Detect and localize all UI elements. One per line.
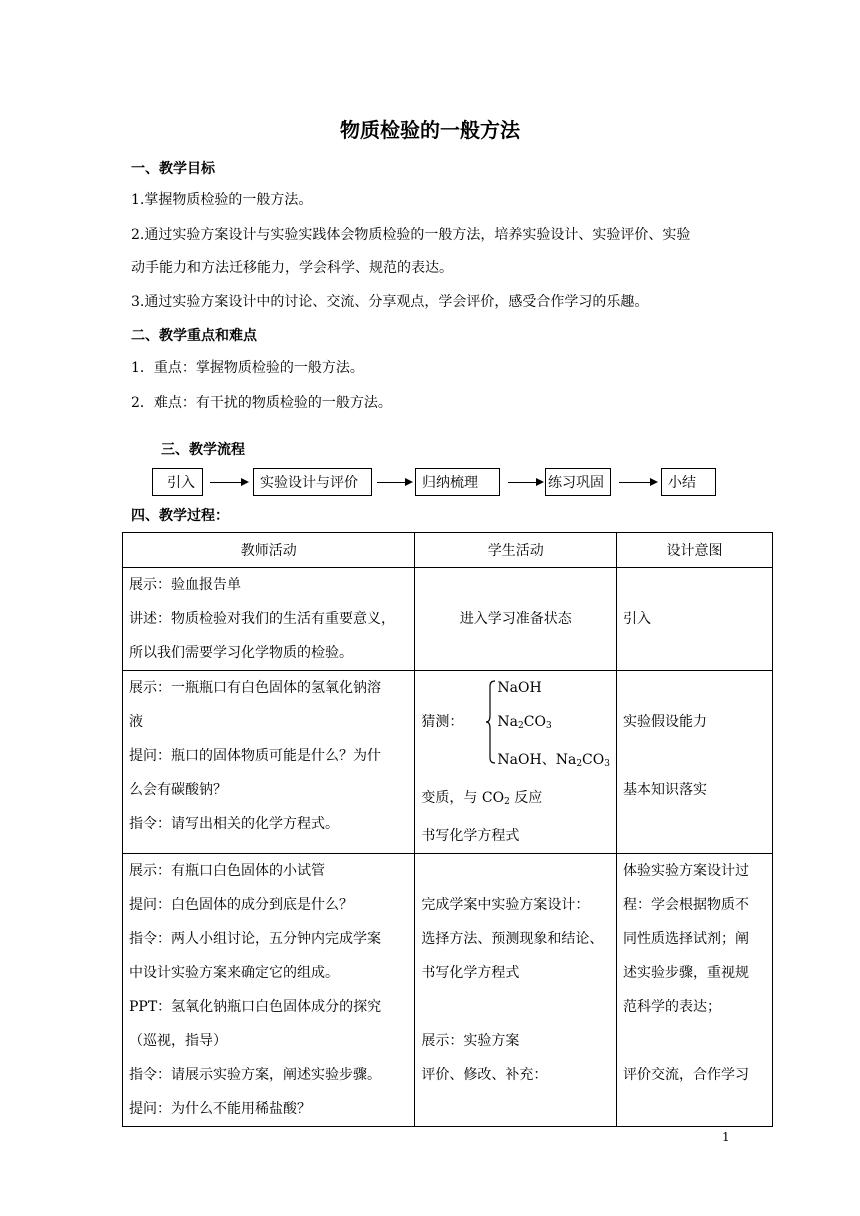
intent-line: 述实验步骤，重视规: [622, 965, 749, 981]
objective-3: 3.通过实验方案设计中的讨论、交流、分享观点，学会评价，感受合作学习的乐趣。: [131, 294, 649, 310]
intent-line: 评价交流，合作学习: [622, 1067, 749, 1083]
intent-cell: [616, 854, 772, 1127]
intent-line: 范科学的表达；: [622, 999, 721, 1015]
guess-row: [421, 705, 610, 743]
student-line: 选择方法、预测现象和结论、: [421, 931, 604, 947]
student-cell: [415, 568, 617, 671]
teacher-cell: [123, 568, 415, 671]
student-line: 书写化学方程式: [421, 965, 520, 981]
teacher-line: 指令：请展示实验方案，阐述实验步骤。: [129, 1067, 381, 1083]
flow-arrow: [619, 482, 656, 483]
intent-line: 同性质选择试剂；阐: [622, 931, 749, 947]
section-heading-keypoints: 二、教学重点和难点: [131, 328, 257, 344]
teacher-line: （巡视，指导）: [129, 1033, 227, 1049]
guess-option-na2co3: $Na_2CO_3$: [497, 714, 552, 731]
teacher-cell: [123, 854, 415, 1127]
teacher-line: 提问：瓶口的固体物质可能是什么？为什: [129, 748, 381, 764]
curly-brace: [486, 680, 496, 764]
student-line: 评价、修改、补充：: [421, 1067, 548, 1083]
teacher-line: 提问：白色固体的成分到底是什么？: [129, 897, 353, 913]
teacher-line: 所以我们需要学习化学物质的检验。: [129, 645, 353, 661]
student-line: 完成学案中实验方案设计：: [421, 897, 590, 913]
section-heading-objectives: 一、教学目标: [131, 161, 215, 177]
student-cell: [415, 671, 617, 854]
table-row: [123, 854, 773, 1127]
page-number: 1: [722, 1130, 730, 1144]
page-title: 物质检验的一般方法: [340, 118, 520, 142]
flow-step-summary: 归纳梳理: [415, 468, 500, 496]
header-student: 学生活动: [415, 533, 617, 568]
teacher-line: 讲述：物质检验对我们的生活有重要意义，: [129, 611, 395, 627]
intent-cell: [616, 671, 772, 854]
teacher-line: 展示：一瓶瓶口有白色固体的氢氧化钠溶: [129, 680, 381, 696]
table-header-row: [123, 533, 773, 568]
process-table: [122, 532, 773, 1127]
objective-2: 2.通过实验方案设计与实验实践体会物质检验的一般方法，培养实验设计、实验评价、实验: [131, 227, 691, 243]
teacher-line: 提问：为什么不能用稀盐酸？: [129, 1101, 311, 1117]
section-heading-flow: 三、教学流程: [161, 442, 245, 458]
objective-2-cont: 动手能力和方法迁移能力，学会科学、规范的表达。: [131, 260, 453, 276]
flow-arrow: [377, 482, 411, 483]
teacher-line: 指令：请写出相关的化学方程式。: [129, 816, 339, 832]
flow-step-conclusion: 小结: [661, 468, 716, 496]
intent-line: 体验实验方案设计过: [622, 863, 749, 879]
objective-1: 1.掌握物质检验的一般方法。: [131, 192, 313, 208]
keypoint-2: 2．难点：有干扰的物质检验的一般方法。: [131, 395, 392, 411]
intent-line: 基本知识落实: [622, 782, 707, 798]
table-row: [123, 671, 773, 854]
teacher-line: PPT：氢氧化钠瓶口白色固体成分的探究: [129, 999, 382, 1015]
flow-arrow: [210, 482, 247, 483]
teacher-cell: [123, 671, 415, 854]
student-line: 书写化学方程式: [421, 828, 520, 844]
intent-line: 程：学会根据物质不: [622, 897, 749, 913]
flow-step-intro: 引入: [152, 468, 203, 496]
guess-option-mixed: NaOH、$Na_2CO_3$: [497, 752, 610, 769]
teacher-line: 液: [129, 714, 143, 730]
teacher-line: 么会有碳酸钠？: [129, 782, 227, 798]
flow-step-design: 实验设计与评价: [253, 468, 372, 496]
intent-line: 引入: [622, 611, 651, 627]
student-cell: [415, 854, 617, 1127]
teacher-line: 展示：验血报告单: [129, 577, 241, 593]
guess-option-naoh: NaOH: [497, 680, 542, 696]
student-line: 变质，与 $CO_2$ 反应: [421, 790, 543, 807]
intent-cell: [616, 568, 772, 671]
intent-line: 实验假设能力: [622, 714, 707, 730]
teacher-line: 指令：两人小组讨论，五分钟内完成学案: [129, 931, 381, 947]
teacher-line: 中设计实验方案来确定它的组成。: [129, 965, 339, 981]
flow-arrow: [508, 482, 542, 483]
section-heading-process: 四、教学过程：: [131, 508, 229, 524]
header-intent: 设计意图: [616, 533, 772, 568]
student-line: 进入学习准备状态: [459, 611, 572, 627]
flow-step-practice: 练习巩固: [545, 468, 611, 496]
guess-label: 猜测：: [421, 714, 464, 730]
teacher-line: 展示：有瓶口白色固体的小试管: [129, 863, 325, 879]
student-line: 展示：实验方案: [421, 1033, 520, 1049]
keypoint-1: 1．重点：掌握物质检验的一般方法。: [131, 360, 364, 376]
table-row: [123, 568, 773, 671]
header-teacher: 教师活动: [123, 533, 415, 568]
